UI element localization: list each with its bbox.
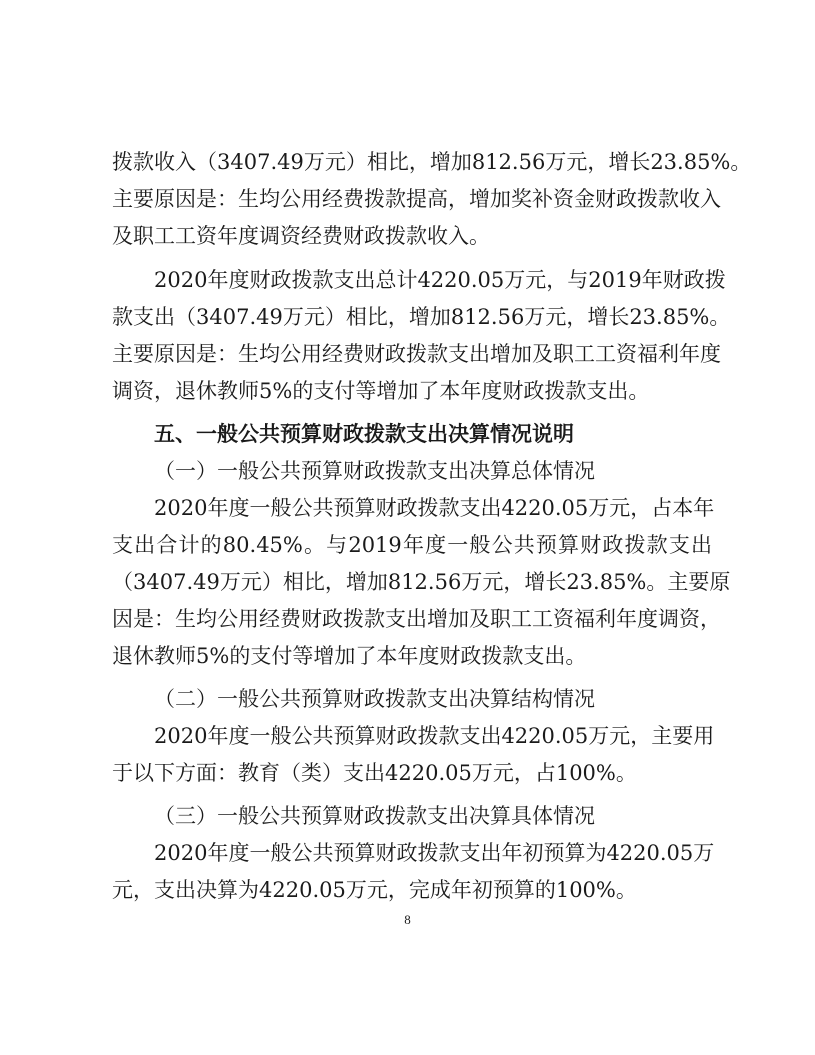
section-heading: 五、一般公共预算财政拨款支出决算情况说明: [154, 422, 574, 446]
subsection-heading: （二）一般公共预算财政拨款支出决算结构情况: [154, 687, 595, 711]
paragraph-line: 拨款收入（3407.49万元）相比，增加812.56万元，增长23.85%。: [112, 150, 752, 174]
paragraph-line: 于以下方面：教育（类）支出4220.05万元，占100%。: [112, 761, 637, 785]
paragraph-line: 退休教师5%的支付等增加了本年度财政拨款支出。: [112, 644, 587, 668]
paragraph-line: 支出合计的80.45%。与2019年度一般公共预算财政拨款支出: [112, 533, 712, 557]
paragraph-line: 主要原因是：生均公用经费财政拨款支出增加及职工工资福利年度: [112, 342, 721, 366]
paragraph-line: 因是：生均公用经费财政拨款支出增加及职工工资福利年度调资，: [112, 607, 721, 631]
page-number: 8: [404, 912, 411, 927]
paragraph-line: 调资，退休教师5%的支付等增加了本年度财政拨款支出。: [112, 379, 650, 403]
subsection-heading: （三）一般公共预算财政拨款支出决算具体情况: [154, 804, 595, 828]
paragraph-line: 元，支出决算为4220.05万元，完成年初预算的100%。: [112, 878, 637, 902]
paragraph-line: （3407.49万元）相比，增加812.56万元，增长23.85%。主要原: [112, 570, 731, 594]
paragraph-line: 2020年度一般公共预算财政拨款支出4220.05万元，主要用: [154, 724, 715, 748]
paragraph-line: 款支出（3407.49万元）相比，增加812.56万元，增长23.85%。: [112, 305, 731, 329]
paragraph-line: 及职工工资年度调资经费财政拨款收入。: [112, 224, 490, 248]
paragraph-line: 2020年度财政拨款支出总计4220.05万元，与2019年财政拨: [154, 268, 726, 292]
paragraph-line: 主要原因是：生均公用经费拨款提高，增加奖补资金财政拨款收入: [112, 187, 721, 211]
paragraph-line: 2020年度一般公共预算财政拨款支出4220.05万元，占本年: [154, 496, 715, 520]
subsection-heading: （一）一般公共预算财政拨款支出决算总体情况: [154, 459, 595, 483]
paragraph-line: 2020年度一般公共预算财政拨款支出年初预算为4220.05万: [154, 841, 715, 865]
